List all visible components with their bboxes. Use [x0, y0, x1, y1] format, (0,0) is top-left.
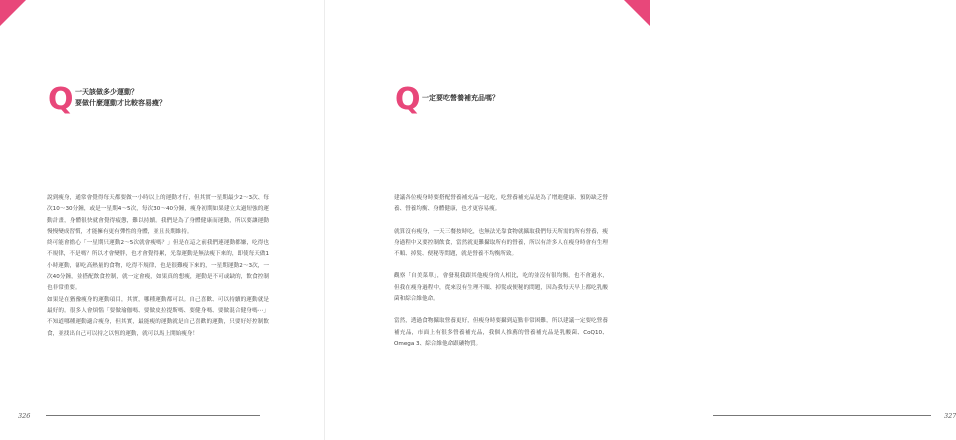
- question-line: 一定要吃營養補充品嗎？: [422, 94, 499, 102]
- svg-text:Q: Q: [48, 82, 74, 117]
- question-line: 要做什麼運動才比較容易瘦？: [75, 99, 166, 107]
- answer-body: [394, 193, 608, 350]
- paragraph: 觀察「自美菜單」，會發現我跟其他瘦身的人相比，吃的並沒有很均衡，也不會過水，但我在瘦身過程中，從來沒有生理不順、掉髮或便秘的問題，因為我每天早上都吃乳酸菌和綜合維他命。: [394, 273, 608, 303]
- svg-text:Q: Q: [395, 82, 421, 117]
- page-number: 327: [944, 412, 956, 420]
- question-line: 一天該做多少運動？: [75, 88, 138, 96]
- q-letter-icon: [395, 82, 423, 117]
- page-number: 326: [18, 412, 31, 420]
- answer-body: [47, 193, 269, 340]
- corner-tab-decoration: [0, 0, 26, 26]
- paragraph: 如果是在猶豫瘦身的運動項目，其實，哪種運動都可以。自己喜歡、可以持續的運動就是最好的。很多人會煩惱「要做瑜伽嗎、要做皮拉提斯嗎、要健身嗎、要做混合健身嗎⋯」不知道哪種運動適合瘦身，但其實，最能瘦的運動就是自己喜歡的運動，只要好好控制飲食，並找出自己可以持之以恆的運動，就可以馬上開始瘦身！: [47, 296, 269, 337]
- footer-rule: [713, 415, 931, 416]
- question-text: [75, 87, 166, 109]
- paragraph: 當然，透過食物攝取營養更好，但瘦身時要攝到這點非常困難，所以建議一定要吃營養補充品，市面上有很多營養補充品，我個人推薦的營養補充品是乳酸菌、CoQ10、Omega 3、綜合維他命跟礦物質。: [394, 318, 608, 347]
- paragraph: 說到瘦身，通常會覺得每天都要做一小時以上的運動才行，但其實一星期最少2～3次、每次10～30分鐘，或是一星期4～5次，每次30～40分鐘，瘦身初期如果建立太過短強的運動計畫，身體很快就會覺得疲憊，難以持續。我們是為了身體健康而運動，所以要讓運動慢慢變成習慣，才能擁有更有彈性的身體，並且長期維持。: [47, 195, 269, 235]
- paragraph: 建議各位瘦身時要搭配營養補充品一起吃，吃營養補充品是為了增進健康、預防缺乏營養、營養均衡、身體健康，也才更容易瘦。: [394, 195, 608, 213]
- q-letter-icon: [48, 82, 76, 117]
- paragraph: 終可能會擔心「一星期只運動2～5次就會瘦嗎？」但是在這之前我們連運動都嫌，吃得也不規律，不是嗎？所以才會變胖，也才會覺得累，光靠運動是無法瘦下來的，即使每天做1小時運動，卻吃高熱量的食物，吃得不規律，也是很難瘦下來的，一星期運動2～3次，一次40分鐘，並搭配飲食控制，就一定會瘦，如果真的想瘦，運動是不可或缺的，飲食控制也非常重要。: [47, 240, 269, 292]
- paragraph: 就算沒有瘦身，一天三餐按時吃，也無法光靠食物就攝取我們每天所需的所有營養，瘦身過程中又要控制飲食，當然就更難攝取所有的營養，所以有許多人在瘦身時會有生理不順、掉髮、便秘等問題，就是營養不均衡所致。: [394, 228, 608, 258]
- question-text: [422, 93, 499, 104]
- left-page: [0, 0, 325, 440]
- footer-rule: [46, 415, 260, 416]
- corner-tab-decoration: [624, 0, 650, 26]
